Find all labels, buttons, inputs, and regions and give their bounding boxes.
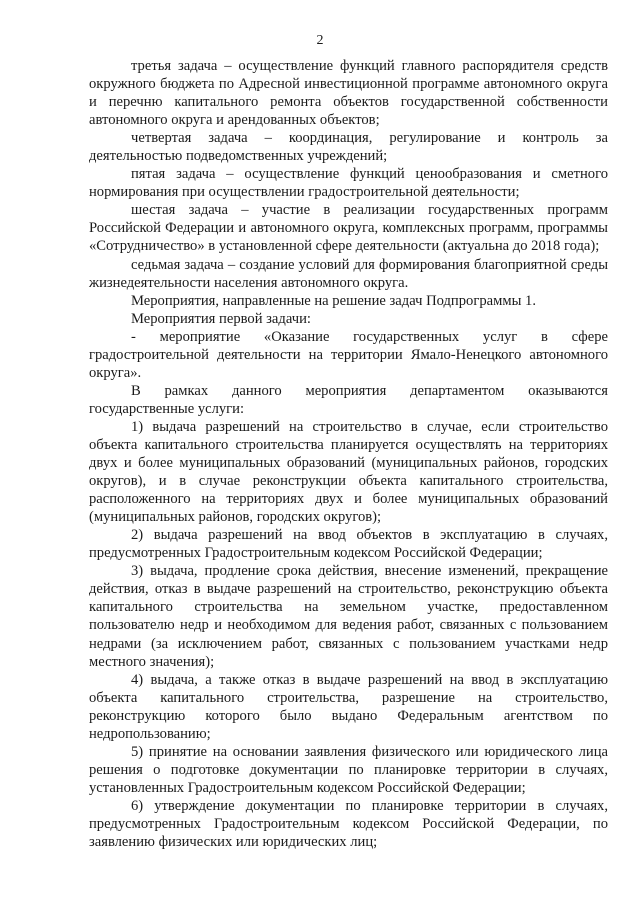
paragraph-task-6: шестая задача – участие в реализации государственных программ Российской Федерации и автономного округа, комплексных программ, программы «Сотрудничество» в установленной сфере деятельности (актуальна до 2018 года); <box>89 202 608 255</box>
paragraph-task-5: пятая задача – осуществление функций ценообразования и сметного нормирования при осуществлении градостроительной деятельности; <box>89 166 608 201</box>
paragraph-task-4: четвертая задача – координация, регулирование и контроль за деятельностью подведомственных учреждений; <box>89 130 608 165</box>
paragraph-measure-services: - мероприятие «Оказание государственных услуг в сфере градостроительной деятельности на территории Ямало-Ненецкого автономного округа». <box>89 328 608 381</box>
list-item-service-2: 2) выдача разрешений на ввод объектов в эксплуатацию в случаях, предусмотренных Градостроительным кодексом Российской Федерации; <box>89 527 608 562</box>
list-item-service-3: 3) выдача, продление срока действия, внесение изменений, прекращение действия, отказ в выдаче разрешений на строительство, реконструкцию объекта капитального строительства на земельном участке, предоставленном пользователю недр и необходимом для ведения работ, связанных с пользованием недрами (за исключением работ, связанных с пользованием участками недр местного значения); <box>89 563 608 670</box>
list-item-service-5: 5) принятие на основании заявления физического или юридического лица решения о подготовке документации по планировке территории в случаях, установленных Градостроительным кодексом Российской Федерации; <box>89 743 608 796</box>
list-item-service-1: 1) выдача разрешений на строительство в случае, если строительство объекта капитального строительства планируется осуществлять на территориях двух и более муниципальных образований (муниципальных районов, городских округов), и в случае реконструкции объекта капитального строительства, расположенного на территориях двух и более муниципальных образований (муниципальных районов, городских округов); <box>89 418 608 526</box>
paragraph-measures-intro: Мероприятия, направленные на решение задач Подпрограммы 1. <box>131 292 536 309</box>
paragraph-task-3: третья задача – осуществление функций главного распорядителя средств окружного бюджета по Адресной инвестиционной программе автономного округа и перечню капитального ремонта объектов государственной собственности автономного округа и арендованных объектов; <box>89 58 608 129</box>
paragraph-services-intro: В рамках данного мероприятия департаментом оказываются государственные услуги: <box>89 382 608 417</box>
body-text <box>89 57 608 851</box>
list-item-service-6: 6) утверждение документации по планировке территории в случаях, предусмотренных Градостроительным кодексом Российской Федерации, по заявлению физических или юридических лиц; <box>89 797 608 851</box>
list-item-service-4: 4) выдача, а также отказ в выдаче разрешений на ввод в эксплуатацию объекта капитального строительства, разрешение на строительство, реконструкцию которого было выдано Федеральным агентством по недропользованию; <box>89 671 608 742</box>
paragraph-first-task-measures: Мероприятия первой задачи: <box>131 310 311 327</box>
paragraph-task-7: седьмая задача – создание условий для формирования благоприятной среды жизнедеятельности населения автономного округа. <box>89 256 608 291</box>
page-number: 2 <box>316 33 324 48</box>
